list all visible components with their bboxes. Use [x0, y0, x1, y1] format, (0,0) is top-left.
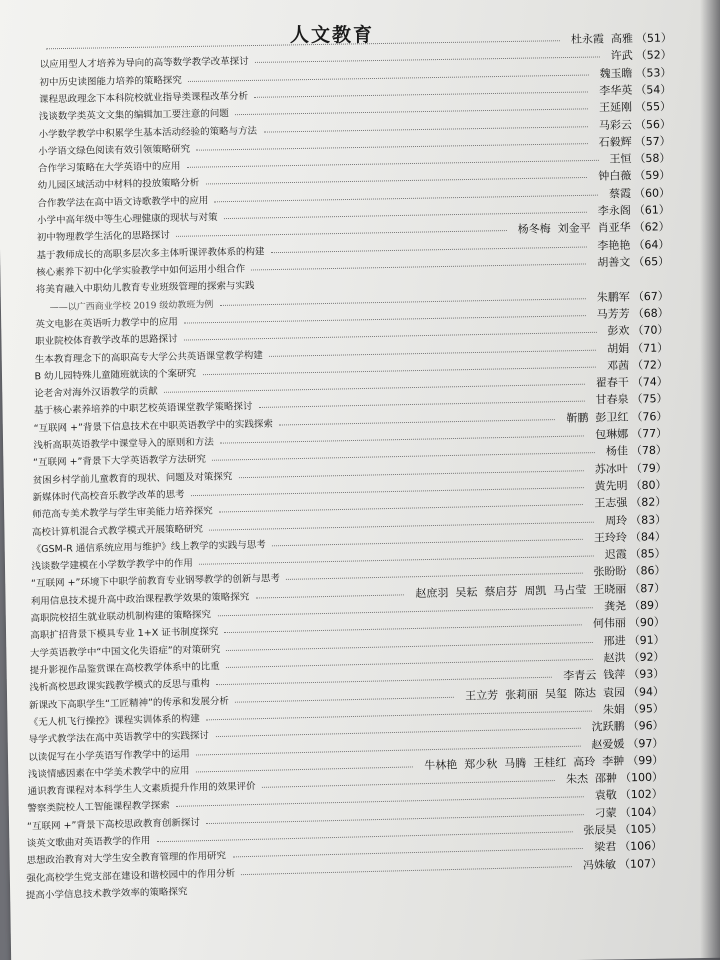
author-name: 苏冰叶	[594, 461, 628, 476]
author-name: 王玲玲	[593, 530, 628, 545]
dotted-leader	[206, 711, 592, 721]
page-number: （107）	[618, 856, 663, 871]
page-number: （76）	[631, 409, 668, 424]
author-name: 王恒	[609, 152, 632, 166]
toc-entry-authors	[584, 736, 663, 752]
dotted-leader	[187, 160, 599, 168]
dotted-leader	[220, 435, 584, 443]
dotted-leader	[256, 594, 405, 598]
author-name: 蔡启芬	[484, 584, 518, 599]
page-number: （51）	[635, 31, 673, 46]
toc-entry-title: 合作教学法在高中语文诗歌教学中的应用	[37, 195, 209, 210]
toc-entry-authors	[564, 31, 672, 47]
toc-entry-title: 初中物理教学生活化的思路探讨	[36, 230, 170, 244]
page-number: （89）	[628, 598, 666, 613]
page-number: （83）	[630, 512, 667, 527]
author-name: 郑少秋	[464, 757, 498, 772]
dotted-leader	[218, 607, 594, 616]
toc-entry-authors	[590, 255, 669, 270]
author-name: 朱娟	[602, 702, 626, 717]
page-number: （55）	[634, 100, 672, 114]
dotted-leader	[188, 74, 588, 81]
toc-entry-authors	[588, 427, 667, 443]
page-number: （102）	[619, 787, 663, 802]
page-number: （106）	[619, 839, 663, 854]
toc-entry-authors	[588, 788, 663, 804]
author-name: 黄先明	[594, 479, 628, 493]
section-title: 人文教育	[290, 24, 375, 46]
toc-entry-title: 《无人机飞行操控》课程实训体系的构建	[28, 713, 200, 729]
toc-entry-authors	[591, 169, 670, 184]
dotted-leader	[286, 573, 582, 580]
author-name: 张辰昊	[583, 823, 617, 838]
dotted-leader	[219, 504, 583, 512]
dotted-leader	[209, 521, 594, 530]
author-name: 钱萍	[603, 668, 626, 682]
toc-entry-title: 新课改下高职学生“工匠精神”的传承和发展分析	[28, 695, 230, 711]
toc-entry-title: 课程思政理念下本科院校就业指导类课程改革分析	[39, 90, 249, 106]
dotted-leader	[269, 349, 596, 356]
author-name: 龚尧	[603, 599, 627, 614]
toc-entry-title: 基于核心素养培养的中职艺校英语课堂教学策略探讨	[33, 401, 253, 417]
author-name: 吴耘	[455, 585, 478, 600]
dotted-leader	[235, 109, 588, 116]
toc-entry-authors	[588, 392, 667, 408]
toc-entry-authors	[600, 341, 668, 356]
dotted-leader	[220, 298, 586, 306]
author-name: 肖亚华	[597, 221, 631, 235]
toc-entry-authors	[596, 650, 664, 666]
author-name: 朱鹏军	[596, 290, 630, 304]
author-name: 张莉丽	[504, 687, 539, 702]
toc-entry-authors	[598, 547, 666, 562]
toc-entry-title: B 幼儿园特殊儿童随班就读的个案研究	[34, 368, 197, 383]
page-number: （78）	[630, 444, 668, 458]
author-name: 李永阁	[597, 204, 631, 218]
author-name: 包琳娜	[595, 427, 629, 442]
author-name: 何伟丽	[592, 616, 627, 631]
page-number: （77）	[631, 426, 668, 441]
toc-entry-authors	[602, 186, 670, 201]
author-name: 甘春泉	[595, 393, 629, 407]
author-name: 梁君	[594, 840, 617, 855]
dotted-leader	[46, 40, 560, 49]
toc-entry-title: 通识教育课程对本科学生人文素质提升作用的效果评价	[27, 781, 256, 798]
dotted-leader	[196, 766, 413, 772]
toc-entry-title: 大学英语教学中“中国文化失语症”的对策研究	[29, 643, 221, 660]
page-number: （60）	[633, 186, 671, 200]
dotted-leader	[203, 366, 596, 375]
author-name: 冯姝敏	[582, 857, 617, 872]
page-number: （71）	[632, 340, 669, 355]
author-name: 赵洪	[603, 651, 626, 665]
author-name: 王延刚	[598, 100, 633, 115]
author-name: 周凯	[524, 584, 547, 598]
toc-entry-title: 谈英文歌曲对英语教学的作用	[26, 835, 151, 850]
author-name: 马占莹	[553, 583, 587, 597]
toc-entry-authors	[592, 100, 671, 115]
dotted-leader	[279, 419, 556, 425]
toc-entry-title: ——以广西商业学校 2019 级幼教班为例	[49, 299, 214, 313]
toc-entry-authors	[576, 857, 662, 873]
dotted-leader	[272, 539, 583, 546]
toc-entry-authors	[586, 616, 665, 632]
dotted-leader	[271, 246, 587, 253]
author-name: 蔡霞	[608, 186, 632, 201]
author-name: 王志强	[594, 496, 628, 511]
toc-entry-title: 生本教育理念下的高职高专大学公共英语课堂教学构建	[34, 349, 263, 365]
page-number: （104）	[619, 805, 663, 820]
dotted-leader	[216, 677, 552, 685]
toc-entry-title: 以读促写在小学英语写作教学中的运用	[28, 748, 190, 763]
toc-entry-title: “互联网 +”背景下高校思政教育创新探讨	[26, 817, 201, 833]
author-name: 牛林艳	[424, 758, 458, 773]
page-number: （93）	[628, 667, 665, 682]
author-name: 王桂红	[533, 755, 567, 770]
author-name: 赵庶羽	[415, 586, 449, 600]
author-name: 彭卫红	[595, 410, 629, 425]
author-name: 王立芳	[464, 688, 499, 703]
page-number: （95）	[627, 701, 665, 716]
page-number: （64）	[633, 237, 670, 252]
dotted-leader	[196, 143, 587, 151]
author-name: 马芳芳	[596, 307, 630, 321]
toc-entry-authors	[559, 771, 663, 787]
toc-entry-title: 强化高校学生党支部在建设和谐校园中的作用分析	[26, 867, 236, 885]
author-name: 吴玺	[544, 686, 568, 701]
dotted-leader	[224, 212, 587, 219]
page-number: （86）	[629, 564, 666, 579]
toc-entry-title: 论老舍对海外汉语教学的贡献	[34, 386, 158, 400]
toc-entry-title: 基于教师成长的高职多层次多主体听课评教体系的构建	[36, 245, 265, 262]
toc-entry-authors	[600, 358, 668, 373]
toc-entry-title: 新媒体时代高校音乐教学改革的思考	[32, 489, 185, 504]
author-name: 袁园	[602, 685, 626, 700]
author-name: 陈达	[573, 686, 597, 700]
author-name: 赵爱媛	[591, 737, 625, 751]
page-number: （53）	[635, 65, 672, 80]
dotted-leader	[164, 384, 585, 393]
toc-entry-authors	[590, 306, 669, 321]
dotted-leader	[259, 401, 585, 408]
dotted-leader	[176, 230, 507, 237]
toc-entry-title: “互联网 +”背景下信息技术在中职英语教学中的实践探索	[33, 418, 274, 435]
toc-entry-title: 浅析高校思政课实践教学模式的反思与重构	[29, 678, 210, 694]
dotted-leader	[206, 177, 588, 185]
toc-entry-title: 以应用型人才培养为导向的高等数学教学改革探讨	[39, 56, 249, 71]
author-name: 胡娟	[607, 341, 630, 356]
toc-entry-authors	[587, 805, 662, 821]
toc-entry-title: 利用信息技术提升高中政治课程教学效果的策略探究	[30, 591, 250, 608]
page-number: （52）	[635, 48, 672, 63]
page-number: （58）	[634, 151, 671, 166]
toc-entry-authors	[592, 135, 671, 150]
author-name: 魏玉瞻	[599, 66, 633, 80]
author-name: 李艳艳	[597, 238, 631, 253]
author-name: 胡善文	[597, 255, 631, 270]
page-number: （84）	[629, 529, 667, 544]
page-number: （68）	[632, 306, 669, 321]
toc-entry-title: 浅谈情感因素在中学美术教学中的应用	[27, 765, 190, 781]
author-name: 迟霞	[604, 547, 627, 562]
author-name: 靳鹏	[566, 411, 589, 425]
toc-entry-authors	[591, 203, 670, 218]
dotted-leader	[235, 696, 454, 702]
author-name: 朱杰	[565, 772, 589, 786]
author-name: 邵翀	[594, 771, 618, 786]
dotted-leader	[264, 126, 588, 132]
author-name: 高雅	[610, 32, 634, 46]
author-name: 张盼盼	[593, 565, 627, 579]
toc-entry-authors	[556, 667, 664, 683]
author-name: 李青云	[563, 669, 597, 683]
author-name: 沈跃鹏	[591, 719, 625, 734]
dotted-leader	[241, 866, 572, 875]
toc-entry-title: 高职扩招背景下模具专业 1+X 证书制度探究	[30, 626, 219, 642]
toc-entry-title: 贫困乡村学前儿童教育的现状、问题及对策探究	[32, 470, 233, 486]
page-number: （97）	[627, 736, 664, 751]
page-number: （80）	[630, 478, 667, 493]
page-number: （87）	[629, 581, 666, 596]
author-name: 马彩云	[598, 118, 632, 132]
toc-entry-title: 小学中高年级中等生心理健康的现状与对策	[37, 212, 218, 227]
author-name: 李华英	[599, 83, 633, 98]
author-name: 李翀	[602, 754, 625, 768]
author-name: 许武	[610, 49, 633, 63]
author-name: 杨佳	[605, 444, 629, 459]
toc-entry-authors	[587, 839, 662, 855]
toc-entry-title: 导学式教学法在高中英语教学中的实践探讨	[28, 730, 210, 746]
toc-entry-title: 英文电影在英语听力教学中的应用	[35, 316, 178, 331]
toc-entry-authors	[597, 599, 665, 614]
page-number: （75）	[631, 392, 668, 407]
toc-entry-title: 高校计算机混合式教学模式开展策略研究	[31, 523, 204, 538]
dotted-leader	[239, 470, 584, 478]
dotted-leader	[191, 487, 584, 496]
author-name: 马腾	[504, 756, 527, 771]
dotted-leader	[206, 814, 584, 824]
dotted-leader	[254, 91, 588, 97]
toc-entry-authors	[585, 719, 664, 735]
author-name: 王晓丽	[593, 582, 627, 597]
toc-entry-title: 《GSM-R 通信系统应用与维护》线上教学的实践与思考	[31, 539, 266, 556]
toc-entry-authors	[587, 478, 666, 494]
toc-entry-title: 小学数学教学中积累学生基本活动经验的策略与方法	[38, 125, 258, 140]
author-name: 高玲	[573, 755, 596, 769]
author-name: 杜永霞	[570, 32, 605, 47]
page-number: （56）	[634, 117, 671, 131]
dotted-leader	[214, 194, 598, 202]
toc-entry-title: 核心素养下初中化学实验教学中如何运用小组合作	[36, 263, 246, 279]
page-number: （57）	[634, 134, 671, 149]
toc-entry-authors	[592, 66, 671, 81]
toc-entry-authors	[588, 461, 667, 477]
toc-entry-title: 警察类院校人工智能课程教学探索	[27, 800, 171, 815]
toc-entry-authors	[600, 324, 668, 339]
author-name: 邢进	[603, 633, 626, 648]
toc-entry-authors	[604, 49, 672, 64]
toc-entry-authors	[590, 238, 669, 253]
toc-entry-title: 高职院校招生就业联动机制构建的策略探究	[30, 609, 212, 625]
page-number: （72）	[631, 358, 669, 372]
page-number: （90）	[628, 615, 666, 630]
page-number: （62）	[633, 220, 670, 235]
author-name: 石毅辉	[598, 135, 632, 149]
toc-entry-title: “互联网 +”环境下中职学前教育专业钢琴教学的创新与思考	[31, 573, 281, 590]
dotted-leader	[262, 780, 555, 788]
dotted-leader	[196, 745, 580, 755]
page-number: （67）	[632, 289, 669, 303]
dotted-leader	[251, 263, 586, 270]
toc-entry-title: 职业院校体育教学改革的思路探讨	[35, 333, 178, 348]
page-number: （85）	[629, 547, 666, 561]
toc-entry-authors	[598, 513, 666, 528]
toc-entry-authors	[592, 117, 671, 132]
toc-entry-title: 幼儿园区域活动中材料的投放策略分析	[37, 178, 200, 192]
page-number: （79）	[630, 461, 667, 475]
toc-entry-authors	[589, 375, 668, 391]
author-name: 袁敬	[594, 788, 618, 803]
toc-entry-title: 将美育融入中职幼儿教育专业班级管理的探索与实践	[35, 280, 255, 296]
toc-entry-title: 浅谈数学类英文文集的编辑加工要注意的问题	[38, 108, 229, 123]
page-number: （74）	[631, 375, 668, 389]
toc-entry-authors	[587, 496, 666, 512]
dotted-leader	[226, 659, 593, 668]
page-number: （82）	[630, 495, 667, 510]
toc-entry-title: 师范高专美术教学与学生审美能力培养探究	[32, 505, 213, 521]
author-name: 钟白薇	[598, 169, 632, 184]
page-number: （70）	[632, 323, 669, 338]
page-number: （65）	[633, 254, 670, 269]
toc-entry-title: 浅谈数学建模在小学数学教学中的作用	[31, 558, 193, 573]
toc-entry-authors	[596, 702, 664, 718]
author-name: 刘金平	[557, 221, 591, 236]
toc-entry-authors	[599, 444, 667, 459]
page-number: （59）	[634, 168, 671, 183]
author-name: 刁蒙	[594, 806, 617, 820]
page-number: （61）	[633, 203, 670, 217]
author-name: 彭欢	[607, 324, 630, 338]
page-number: （105）	[619, 822, 663, 837]
page-number: （91）	[628, 633, 665, 647]
dotted-leader	[255, 57, 600, 63]
dotted-leader	[226, 642, 593, 651]
author-name: 杨冬梅	[517, 222, 551, 237]
author-name: 邓茜	[606, 358, 630, 373]
toc-entry-title: 提高小学信息技术教学效率的策略探究	[25, 886, 188, 902]
toc-entry-title: 浅析高职英语教学中课堂导入的原则和方法	[33, 436, 214, 452]
author-name: 翟春干	[595, 375, 629, 390]
toc-entry-authors	[597, 633, 665, 648]
dotted-leader	[184, 332, 596, 341]
page-number: （96）	[627, 719, 664, 733]
toc-entry-authors	[587, 530, 666, 546]
page-number: （54）	[635, 83, 672, 97]
dotted-leader	[212, 452, 595, 461]
dotted-leader	[199, 556, 593, 565]
page-number: （100）	[619, 770, 664, 785]
dotted-leader	[224, 625, 582, 634]
dotted-leader	[184, 315, 585, 323]
toc-entry-authors	[592, 83, 671, 98]
toc-entry-title: 合作学习策略在大学英语中的应用	[37, 161, 181, 175]
toc-entry-authors	[559, 410, 667, 426]
page-number: （94）	[627, 684, 665, 699]
toc-entry-authors	[590, 289, 669, 304]
toc-entry-title: 提升影视作品鉴赏课在高校教学体系中的比重	[29, 661, 220, 677]
toc-entry-authors	[576, 822, 662, 838]
toc-entry-title: “互联网 +”背景下大学英语教学方法研究	[33, 454, 207, 469]
page-number: （99）	[627, 753, 664, 768]
dotted-leader	[216, 728, 581, 737]
toc-entry-title: 小学语文绿色阅读有效引领策略研究	[38, 143, 191, 158]
toc-entry-title: 思想政治教育对大学生安全教育管理的作用研究	[26, 850, 227, 867]
toc-entry-authors	[602, 152, 670, 167]
author-name: 周玲	[605, 513, 628, 528]
toc-entry-title: 初中历史读图能力培养的策略探究	[39, 74, 182, 88]
page-number: （92）	[628, 650, 665, 665]
toc-entry-authors	[586, 564, 665, 580]
